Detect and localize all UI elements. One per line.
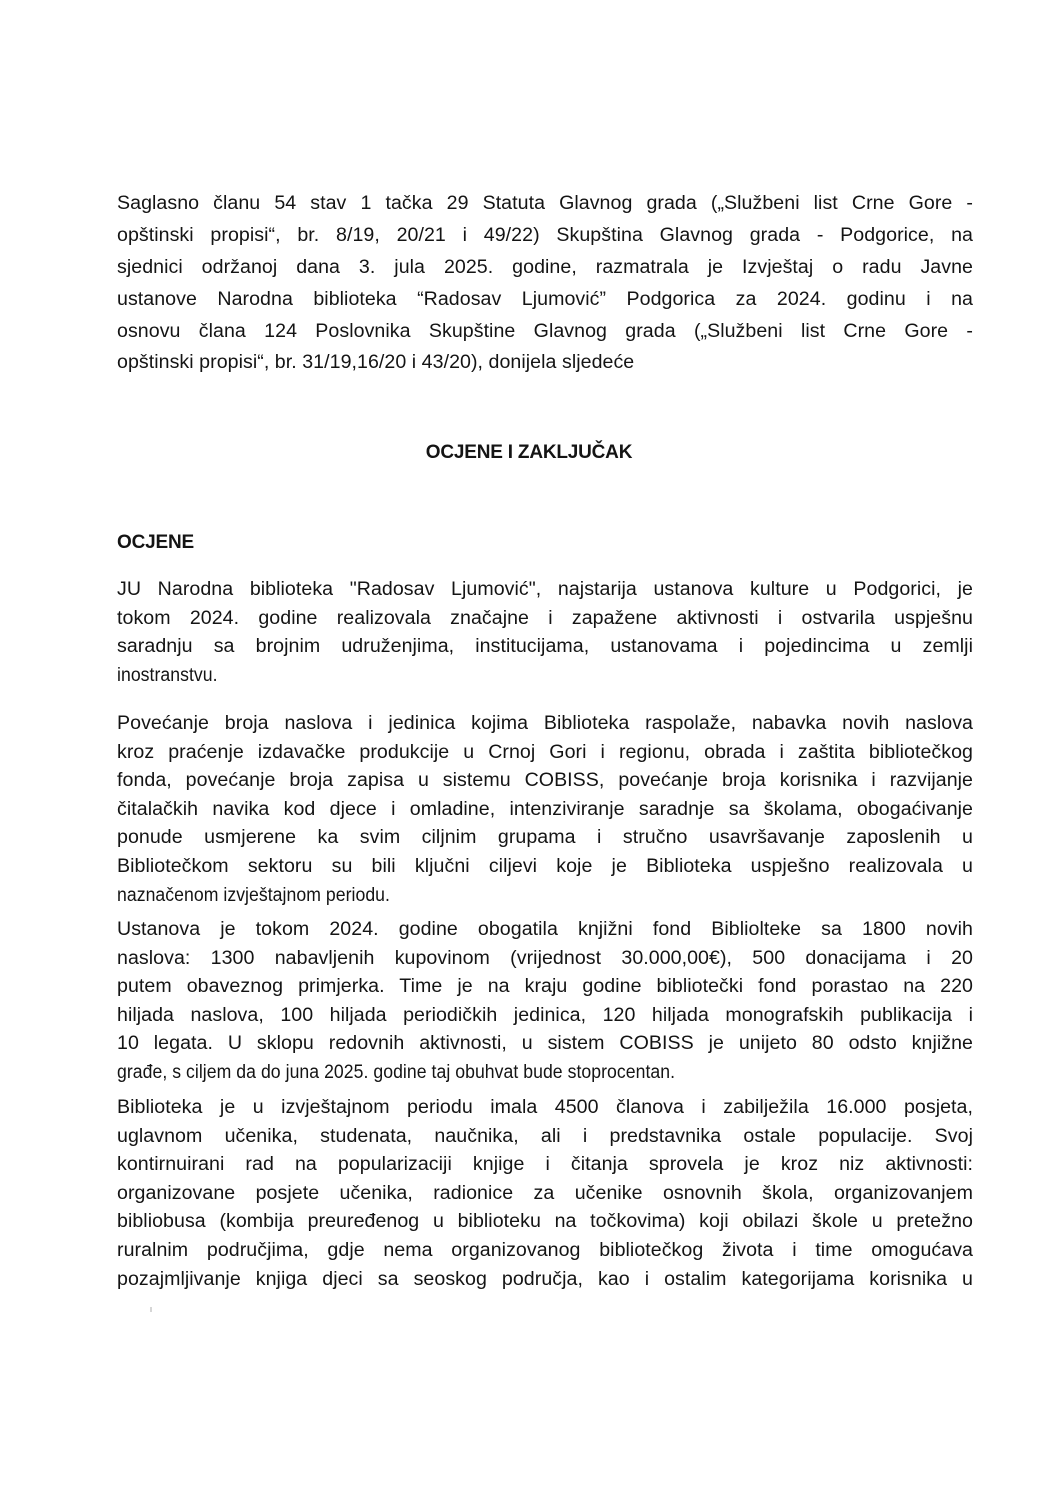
- text-line: ustanove Narodna biblioteka “Radosav Ljumović” Podgorica za 2024. godinu i na: [117, 287, 973, 310]
- text-line: opštinski propisi“, br. 31/19,16/20 i 43/20), donijela sljedeće: [117, 351, 635, 374]
- text-line: Saglasno članu 54 stav 1 tačka 29 Statuta Glavnog grada („Službeni list Crne Gore -: [117, 192, 973, 214]
- document-title: OCJENE I ZAKLJUČAK: [425, 442, 633, 463]
- text-line: sjednici održanoj dana 3. jula 2025. godine, razmatrala je Izvještaj o radu Javne: [117, 255, 973, 278]
- text-line: pozajmljivanje knjiga djeci sa seoskog područja, kao i ostalim kategorijama korisnika u: [117, 1267, 973, 1290]
- text-line: 10 legata. U sklopu redovnih aktivnosti, u sistem COBISS je unijeto 80 odsto knjižne: [117, 1032, 973, 1055]
- text-line: Biblioteka je u izvještajnom periodu imala 4500 članova i zabilježila 16.000 posjeta,: [117, 1096, 973, 1118]
- text-line: opštinski propisi“, br. 8/19, 20/21 i 49/22) Skupština Glavnog grada - Podgorice, na: [117, 223, 973, 246]
- text-line: čitalačkih navika kod djece i omladine, intenziviranje saradnje sa školama, obogaćivanje: [117, 797, 973, 820]
- text-line: građe, s ciljem da do juna 2025. godine taj obuhvat bude stoprocentan.: [117, 1060, 676, 1083]
- text-line: Bibliotečkom sektoru su bili ključni ciljevi koje je Biblioteka uspješno realizovala u: [117, 854, 973, 877]
- paragraph-1: [117, 575, 973, 689]
- text-line: putem obaveznog primjerka. Time je na kraju godine bibliotečki fond porastao na 220: [117, 975, 973, 998]
- text-line: ponude usmjerene ka svim ciljnim grupama i stručno usavršavanje zaposlenih u: [117, 826, 973, 849]
- text-line: Ustanova je tokom 2024. godine obogatila knjižni fond Bibliolteke sa 1800 novih: [117, 918, 973, 940]
- text-line: inostranstvu.: [117, 663, 218, 686]
- text-line: organizovane posjete učenika, radionice za učenike osnovnih škola, organizovanjem: [117, 1181, 973, 1204]
- paragraph-2: [117, 709, 973, 909]
- text-line: naznačenom izvještajnom periodu.: [117, 883, 390, 906]
- text-line: bibliobusa (kombija preuređenog u biblioteku na točkovima) koji obilazi škole u pretežno: [117, 1210, 973, 1233]
- text-line: osnovu člana 124 Poslovnika Skupštine Glavnog grada („Službeni list Crne Gore -: [117, 319, 973, 342]
- text-line: fonda, povećanje broja zapisa u sistemu COBISS, povećanje broja korisnika i razvijanje: [117, 769, 973, 792]
- text-line: Povećanje broja naslova i jedinica kojima Biblioteka raspolaže, nabavka novih naslova: [117, 712, 973, 734]
- paragraph-4: [117, 1093, 973, 1293]
- text-line: tokom 2024. godine realizovala značajne i zapažene aktivnosti i ostvarila uspješnu: [117, 606, 973, 629]
- section-heading: OCJENE: [117, 532, 194, 553]
- text-line: kontirnuirani rad na popularizaciji knjige i čitanja sprovela je kroz niz aktivnosti:: [117, 1153, 973, 1176]
- text-line: kroz praćenje izdavačke produkcije u Crnoj Gori i regionu, obrada i zaštita bibliotečkog: [117, 740, 973, 763]
- text-line: ruralnim područjima, gdje nema organizovanog bibliotečkog života i time omogućava: [117, 1238, 973, 1261]
- text-line: saradnju sa brojnim udruženjima, institucijama, ustanovama i pojedincima u zemlji: [117, 635, 973, 658]
- text-line: naslova: 1300 nabavljenih kupovinom (vrijednost 30.000,00€), 500 donacijama i 20: [117, 946, 973, 969]
- text-line: hiljada naslova, 100 hiljada periodičkih jedinica, 120 hiljada monografskih publikacija i: [117, 1003, 973, 1026]
- text-line: JU Narodna biblioteka "Radosav Ljumović", najstarija ustanova kulture u Podgorici, je: [117, 578, 973, 600]
- paragraph-3: [117, 915, 973, 1087]
- intro-paragraph: [117, 188, 973, 379]
- scan-artifact: [150, 1307, 152, 1312]
- text-line: uglavnom učenika, studenata, naučnika, ali i predstavnika ostale populacije. Svoj: [117, 1124, 973, 1147]
